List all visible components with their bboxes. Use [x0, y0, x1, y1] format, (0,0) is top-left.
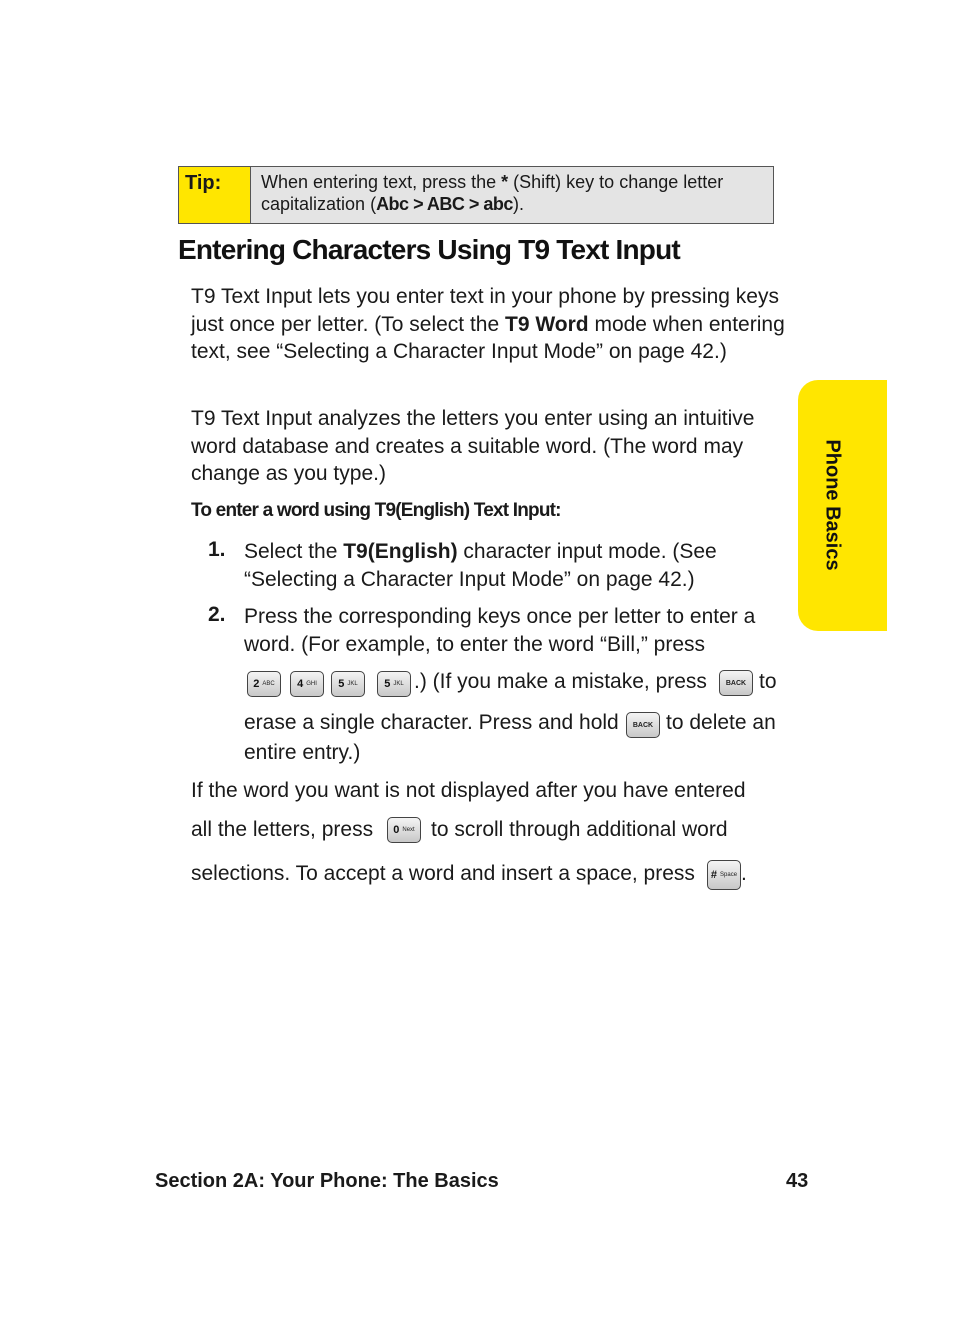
step-2-number: 2. — [208, 603, 226, 626]
tip-text: When entering text, press the * (Shift) key to change letter capitalization (Abc > ABC > abc). — [251, 167, 773, 223]
page-number: 43 — [786, 1170, 809, 1192]
step-1-text: Select the T9(English) character input mode. (See “Selecting a Character Input Mode” on page 42.) — [244, 540, 717, 591]
step-2-delete-text: to delete an — [666, 711, 776, 734]
key-5-jkl-icon: 5 JKL — [331, 671, 365, 697]
step-2-text: Press the corresponding keys once per letter to enter a word. (For example, to enter the word “Bill,” press — [244, 605, 756, 656]
step-1-number: 1. — [208, 538, 226, 561]
step-2-to-text: to — [759, 670, 777, 693]
analysis-paragraph: T9 Text Input analyzes the letters you enter using an intuitive word database and creates a suitable word. (The word may change as you type.) — [191, 407, 755, 485]
closing-period: . — [741, 862, 747, 885]
closing-line-2b: to scroll through additional word — [431, 818, 728, 841]
closing-line-3a: selections. To accept a word and insert a space, press — [191, 862, 695, 885]
key-4-ghi-icon: 4 GHI — [290, 671, 324, 697]
closing-line-1: If the word you want is not displayed after you have entered — [191, 779, 746, 802]
step-2-entry-text: entire entry.) — [244, 741, 361, 764]
key-pound-space-icon: # Space — [707, 860, 741, 890]
tip-box — [178, 166, 774, 224]
back-key-icon: BACK — [626, 712, 660, 738]
key-0-next-icon: 0 Next — [387, 817, 421, 843]
page-heading: Entering Characters Using T9 Text Input — [178, 234, 680, 265]
intro-paragraph: T9 Text Input lets you enter text in your phone by pressing keys just once per letter. (To select the T9 Word mode when entering text, see “Selecting a Character Input Mode” on page 42.) — [191, 285, 785, 363]
back-key-icon: BACK — [719, 670, 753, 696]
key-2-abc-icon: 2 ABC — [247, 671, 281, 697]
step-2-erase-text: erase a single character. Press and hold — [244, 711, 619, 734]
tip-label: Tip: — [179, 167, 251, 223]
key-5-jkl-icon: 5 JKL — [377, 671, 411, 697]
closing-line-2a: all the letters, press — [191, 818, 374, 841]
procedure-subhead: To enter a word using T9(English) Text Input: — [191, 500, 561, 521]
side-tab-label: Phone Basics — [821, 439, 844, 571]
step-2-mistake-text: .) (If you make a mistake, press — [414, 670, 707, 693]
footer-section: Section 2A: Your Phone: The Basics — [155, 1170, 499, 1192]
